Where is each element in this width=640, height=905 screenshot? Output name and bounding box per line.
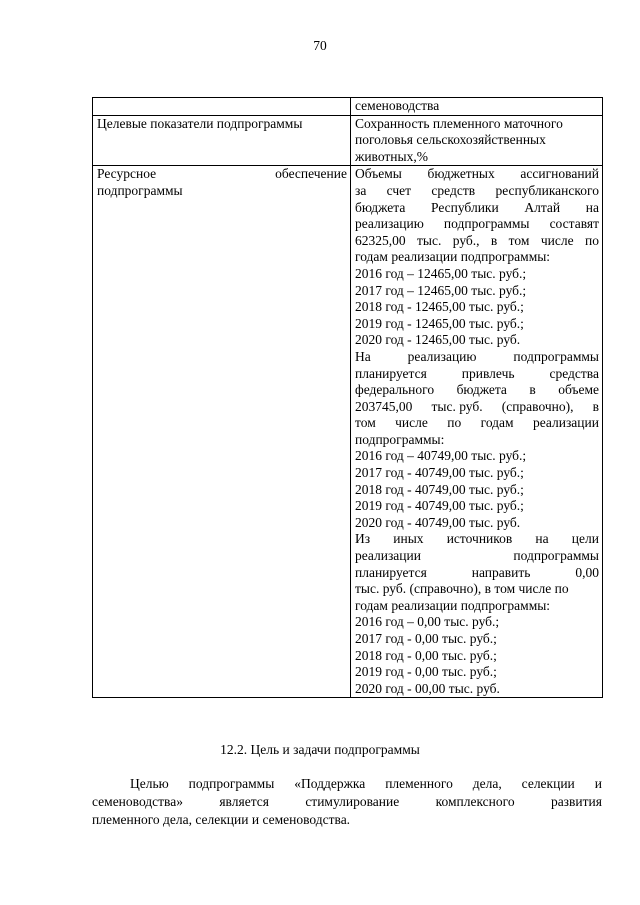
paragraph-line [92,793,602,811]
table-cell-label [93,166,351,698]
funding-word: реализации [532,415,599,431]
funding-word: иных [393,531,424,547]
funding-word: счет [386,182,412,198]
funding-word: объеме [558,382,599,398]
funding-word: планируется [355,564,427,580]
paragraph-word: подпрограммы [188,776,275,791]
funding-line [355,216,599,233]
funding-line: годам реализации подпрограммы: [355,597,551,613]
cell-text: семеноводства [355,98,440,113]
paragraph-line [92,775,602,793]
funding-word: реализацию [355,216,424,232]
funding-word: в [490,232,498,248]
funding-word: на [585,199,599,215]
funding-word: Объемы [355,166,402,182]
funding-word: руб., [452,232,480,248]
label-word: обеспечение [275,166,347,182]
paragraph-word: племенного [385,776,453,791]
table-row [93,98,603,116]
funding-line: годам реализации подпрограммы: [355,249,551,265]
funding-line [355,399,599,416]
table-cell-empty [93,98,351,116]
funding-word: бюджета [355,199,406,215]
funding-line [355,233,599,250]
resource-label-line [97,166,347,183]
funding-word: по [447,415,462,431]
funding-line: 2017 год - 40749,00 тыс. руб.; [355,465,524,481]
funding-line [355,565,599,582]
funding-line: 2018 год - 12465,00 тыс. руб.; [355,299,524,315]
funding-word: (справочно), [501,398,574,414]
paragraph-word: развития [550,794,602,809]
funding-word: том [355,415,376,431]
paragraph-word: и [594,776,602,791]
funding-word: реализацию [407,348,477,364]
funding-word: 0,00 [575,564,599,580]
cell-text: животных,% [355,148,428,164]
funding-line [355,183,599,200]
table-cell [351,98,603,116]
funding-word: подпрограммы [443,216,530,232]
funding-line [355,548,599,565]
funding-line: 2018 год - 0,00 тыс. руб.; [355,647,497,663]
funding-word: в [592,398,599,414]
paragraph-word: селекции [521,776,575,791]
paragraph-word: комплексного [435,794,515,809]
funding-word: На [355,348,371,364]
funding-word: подпрограммы [513,548,599,564]
page-number: 70 [313,38,327,53]
funding-word: средств [431,182,476,198]
section-heading: 12.2. Цель и задачи подпрограммы [220,742,420,757]
funding-line: 2019 год - 40749,00 тыс. руб.; [355,498,524,514]
funding-word: составят [549,216,599,232]
funding-word: за [355,182,367,198]
funding-line [355,366,599,383]
funding-word: на [535,531,549,547]
resource-label-line: подпрограммы [97,182,183,198]
funding-line: 2020 год - 12465,00 тыс. руб. [355,332,521,348]
funding-word: реализации [355,548,421,564]
funding-word: Алтай [524,199,561,215]
funding-line [355,166,599,183]
funding-word: ассигнований [520,166,599,182]
funding-word: направить [471,564,531,580]
funding-word: подпрограммы [513,348,599,364]
funding-word: федерального [355,382,435,398]
funding-word: в [529,382,536,398]
funding-word: по [584,232,599,248]
funding-word: республиканского [495,182,599,198]
funding-line: 2019 год - 12465,00 тыс. руб.; [355,315,524,331]
funding-line: 2019 год - 0,00 тыс. руб.; [355,664,497,680]
funding-line [355,200,599,217]
funding-word: тыс. руб. [431,398,483,414]
label-word: Ресурсное [97,166,157,182]
paragraph-word: «Поддержка [294,776,366,791]
funding-line: 2016 год – 12465,00 тыс. руб.; [355,265,527,281]
target-indicators-label: Целевые показатели подпрограммы [97,115,303,131]
funding-word: цели [571,531,599,547]
paragraph-word: является [219,794,269,809]
funding-word: 62325,00 [355,232,406,248]
funding-line: подпрограммы: [355,431,445,447]
funding-word: привлечь [461,365,515,381]
funding-line [355,531,599,548]
funding-word: тыс. [417,232,442,248]
funding-line: 2020 год - 00,00 тыс. руб. [355,680,500,696]
funding-line [355,382,599,399]
table-cell-funding [351,166,603,698]
subprogram-passport-table [92,97,603,698]
paragraph-line: племенного дела, селекции и семеноводства. [92,812,351,827]
funding-word: Республики [430,199,499,215]
funding-word: бюджетных [427,166,495,182]
funding-word: 203745,00 [355,398,413,414]
table-cell-label [93,115,351,166]
funding-line: 2017 год - 0,00 тыс. руб.; [355,631,497,646]
funding-line: 2016 год – 0,00 тыс. руб.; [355,614,500,630]
cell-text: поголовья сельскохозяйственных [355,132,546,148]
table-row [93,115,603,166]
table-cell [351,115,603,166]
paragraph-word: стимулирование [305,794,400,809]
body-paragraph [92,775,602,829]
funding-word: числе [540,232,574,248]
funding-line: 2020 год - 40749,00 тыс. руб. [355,514,521,530]
funding-word: источников [446,531,513,547]
funding-word: том [508,232,530,248]
funding-line: 2018 год - 40749,00 тыс. руб.; [355,481,524,497]
funding-line: 2017 год – 12465,00 тыс. руб.; [355,282,527,298]
table-row [93,166,603,698]
paragraph-word: дела, [472,776,502,791]
paragraph-word: Целью [130,776,169,791]
funding-line: 2016 год – 40749,00 тыс. руб.; [355,448,527,464]
funding-word: бюджета [456,382,507,398]
paragraph-word: семеноводства» [92,794,183,809]
funding-line: тыс. руб. (справочно), в том числе по [355,581,569,597]
funding-word: Из [355,531,371,547]
funding-word: годам [480,415,514,431]
cell-text: Сохранность племенного маточного [355,115,563,131]
funding-line [355,415,599,432]
funding-word: средства [549,365,599,381]
funding-word: числе [395,415,428,431]
funding-word: планируется [355,365,427,381]
funding-line [355,349,599,366]
